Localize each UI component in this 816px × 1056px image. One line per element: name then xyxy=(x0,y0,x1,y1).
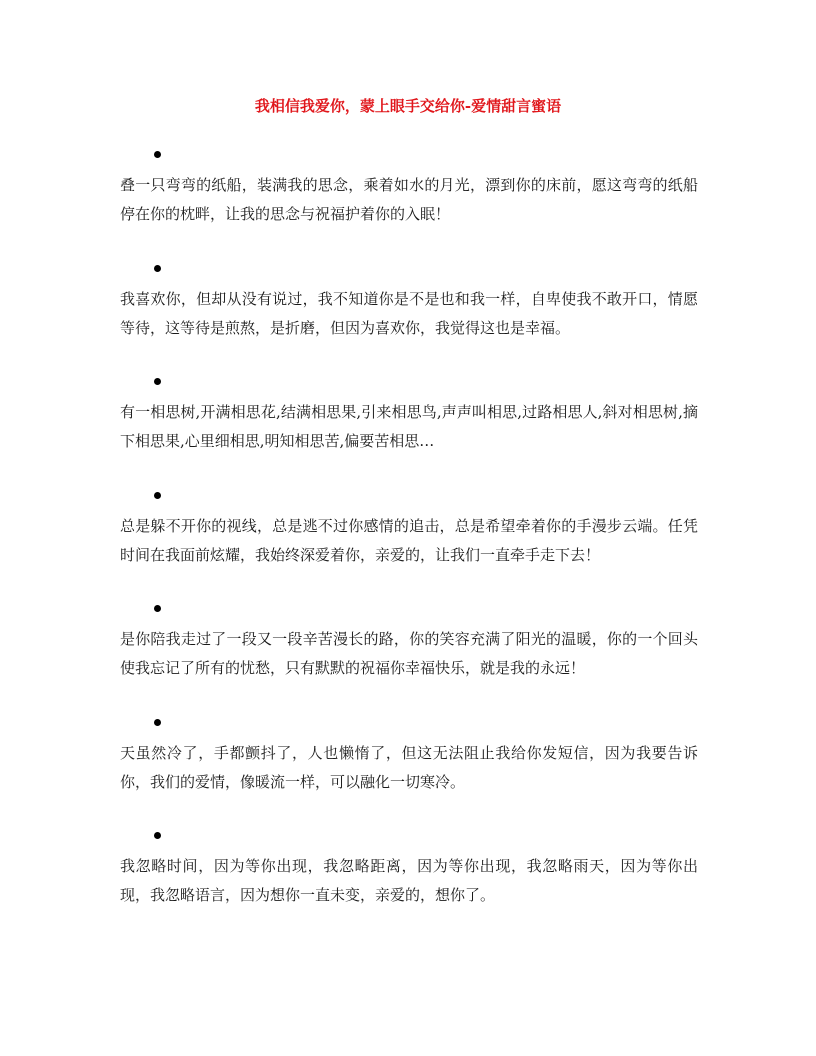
bullet-icon xyxy=(154,378,161,385)
paragraph-text: 我忽略时间，因为等你出现，我忽略距离，因为等你出现，我忽略雨天，因为等你出现，我忽略语言，因为想你一直未变，亲爱的，想你了。 xyxy=(120,857,698,904)
list-item xyxy=(120,149,698,263)
paragraph-text: 我喜欢你，但却从没有说过，我不知道你是不是也和我一样，自卑使我不敢开口，情愿等待，这等待是煎熬，是折磨，但因为喜欢你，我觉得这也是幸福。 xyxy=(120,289,698,337)
list-item xyxy=(120,263,698,377)
bullet-icon xyxy=(154,151,161,158)
list-item xyxy=(120,376,698,490)
paragraph-text: 是你陪我走过了一段又一段辛苦漫长的路，你的笑容充满了阳光的温暖，你的一个回头使我忘记了所有的忧愁，只有默默的祝福你幸福快乐，就是我的永远！ xyxy=(120,630,698,677)
list-item xyxy=(120,603,698,717)
list-item xyxy=(120,490,698,604)
list-item xyxy=(120,717,698,831)
paragraph-text: 有一相思树,开满相思花,结满相思果,引来相思鸟,声声叫相思,过路相思人,斜对相思树,摘下相思果,心里细相思,明知相思苦,偏要苦相思… xyxy=(120,403,698,450)
paragraph-text: 叠一只弯弯的纸船，装满我的思念，乘着如水的月光，漂到你的床前，愿这弯弯的纸船停在你的枕畔，让我的思念与祝福护着你的入眠！ xyxy=(120,176,698,223)
bullet-icon xyxy=(154,492,161,499)
bullet-icon xyxy=(154,265,161,272)
page-title: 我相信我爱你，蒙上眼手交给你-爱情甜言蜜语 xyxy=(254,97,562,115)
paragraph-text: 天虽然冷了，手都颤抖了，人也懒惰了，但这无法阻止我给你发短信，因为我要告诉你，我们的爱情，像暖流一样，可以融化一切寒冷。 xyxy=(120,743,698,791)
bullet-icon xyxy=(154,719,161,726)
paragraph-text: 总是躲不开你的视线，总是逃不过你感情的追击，总是希望牵着你的手漫步云端。任凭时间在我面前炫耀，我始终深爱着你，亲爱的，让我们一直牵手走下去！ xyxy=(120,516,698,564)
bullet-list xyxy=(120,149,698,944)
list-item xyxy=(120,830,698,944)
bullet-icon xyxy=(154,832,161,839)
bullet-icon xyxy=(154,605,161,612)
